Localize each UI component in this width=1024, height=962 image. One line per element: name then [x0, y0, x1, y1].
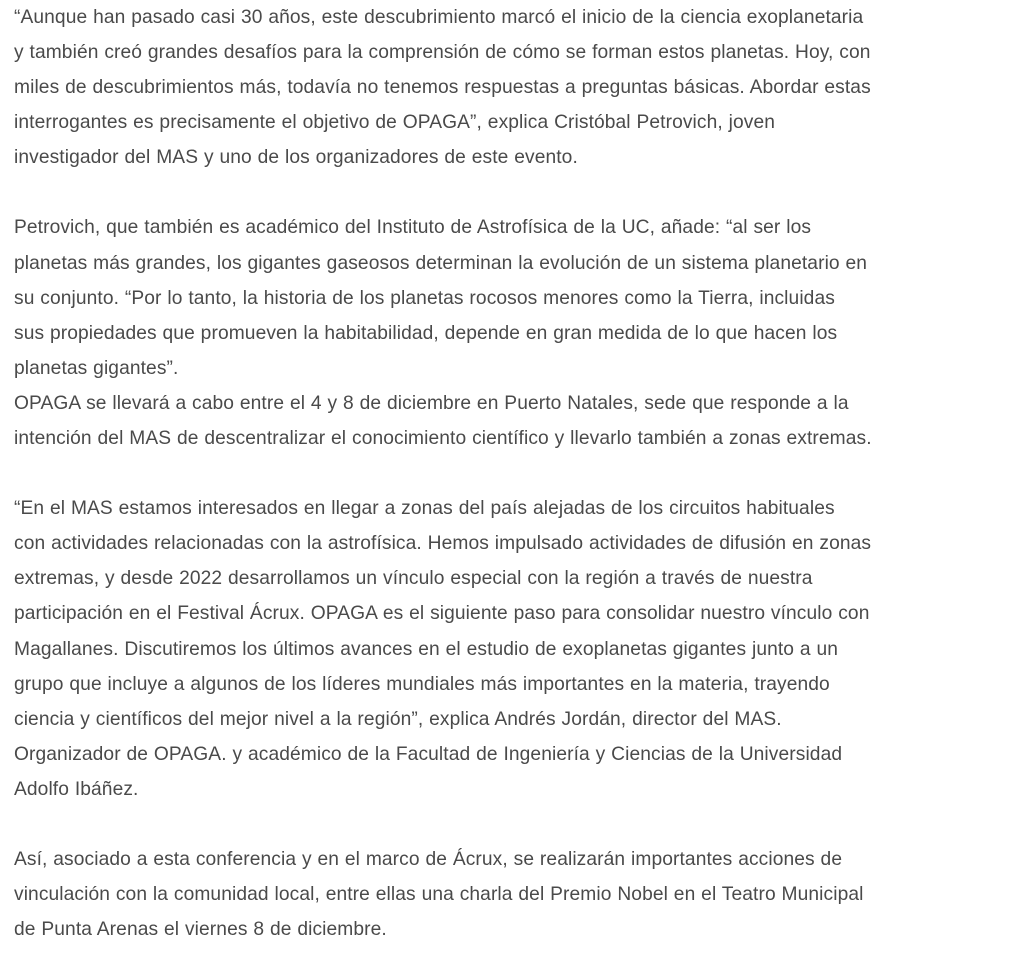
text-line: extremas, y desde 2022 desarrollamos un vínculo especial con la región a través de nuestra [14, 568, 813, 590]
text-line: investigador del MAS y uno de los organizadores de este evento. [14, 147, 578, 169]
paragraph-community-activities [14, 842, 1014, 947]
text-line: Adolfo Ibáñez. [14, 778, 139, 800]
text-line: grupo que incluye a algunos de los líderes mundiales más importantes en la materia, trayendo [14, 673, 830, 695]
text-line: Así, asociado a esta conferencia y en el marco de Ácrux, se realizarán importantes acciones de [14, 848, 843, 870]
text-line: su conjunto. “Por lo tanto, la historia de los planetas rocosos menores como la Tierra, incluidas [14, 287, 835, 309]
paragraph-opaga-location [14, 386, 1014, 456]
text-line: y también creó grandes desafíos para la comprensión de cómo se forman estos planetas. Hoy, con [14, 42, 871, 64]
text-line: vinculación con la comunidad local, entre ellas una charla del Premio Nobel en el Teatro Municipal [14, 884, 864, 906]
text-line: participación en el Festival Ácrux. OPAGA es el siguiente paso para consolidar nuestro vínculo con [14, 603, 870, 625]
text-line: planetas más grandes, los gigantes gaseosos determinan la evolución de un sistema planetario en [14, 252, 868, 274]
text-line: intención del MAS de descentralizar el conocimiento científico y llevarlo también a zonas extremas. [14, 428, 872, 450]
text-line: Magallanes. Discutiremos los últimos avances en el estudio de exoplanetas gigantes junto a un [14, 638, 839, 660]
text-line: “Aunque han pasado casi 30 años, este descubrimiento marcó el inicio de la ciencia exoplanetaria [14, 7, 864, 28]
text-line: de Punta Arenas el viernes 8 de diciembre. [14, 919, 387, 941]
text-line: OPAGA se llevará a cabo entre el 4 y 8 de diciembre en Puerto Natales, sede que responde a la [14, 392, 849, 414]
text-line: miles de descubrimientos más, todavía no tenemos respuestas a preguntas básicas. Abordar estas [14, 77, 871, 99]
paragraph-petrovich-gas-giants [14, 210, 1014, 385]
paragraph-quote-petrovich [14, 0, 1014, 175]
text-line: Petrovich, que también es académico del Instituto de Astrofísica de la UC, añade: “al ser los [14, 217, 812, 239]
text-line: con actividades relacionadas con la astrofísica. Hemos impulsado actividades de difusión en zonas [14, 533, 872, 555]
text-line: ciencia y científicos del mejor nivel a la región”, explica Andrés Jordán, director del MAS. [14, 708, 782, 730]
text-line: Organizador de OPAGA. y académico de la Facultad de Ingeniería y Ciencias de la Universidad [14, 743, 843, 765]
text-line: sus propiedades que promueven la habitabilidad, depende en gran medida de lo que hacen los [14, 322, 838, 344]
text-line: interrogantes es precisamente el objetivo de OPAGA”, explica Cristóbal Petrovich, joven [14, 112, 776, 134]
paragraph-quote-jordan [14, 491, 1014, 807]
text-line: “En el MAS estamos interesados en llegar a zonas del país alejadas de los circuitos habituales [14, 498, 835, 520]
text-line: planetas gigantes”. [14, 357, 179, 379]
